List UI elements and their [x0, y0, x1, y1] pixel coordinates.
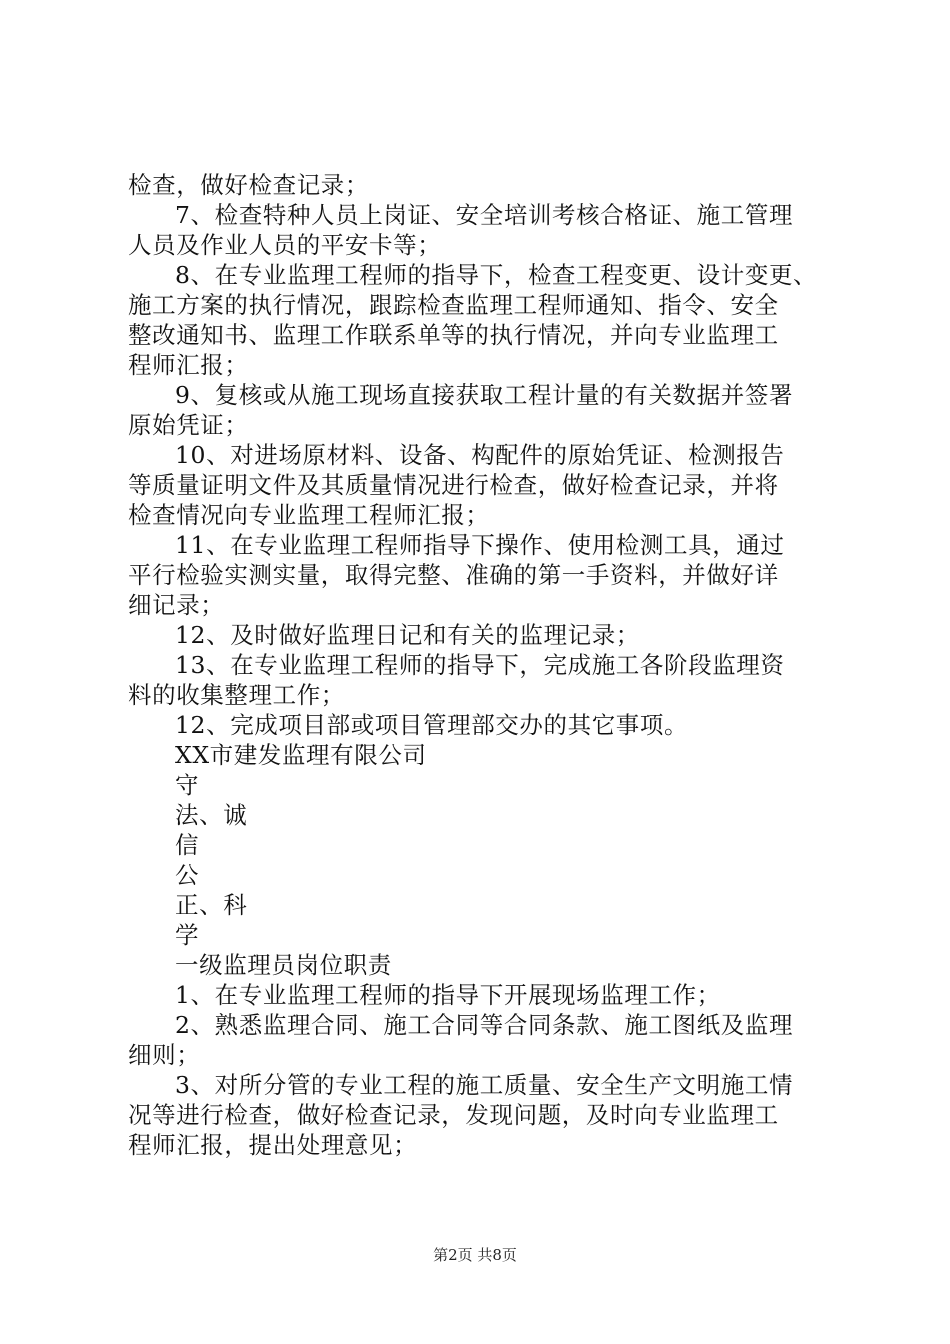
text-line: 8、在专业监理工程师的指导下，检查工程变更、设计变更、 [175, 261, 818, 289]
text-line: 守 [175, 771, 200, 799]
text-line: 料的收集整理工作； [128, 681, 345, 709]
document-body [128, 170, 840, 1160]
text-line: XX市建发监理有限公司 [175, 741, 427, 769]
text-line: 2、熟悉监理合同、施工合同等合同条款、施工图纸及监理 [175, 1011, 794, 1039]
text-line: 11、在专业监理工程师指导下操作、使用检测工具，通过 [175, 531, 785, 559]
text-line: 人员及作业人员的平安卡等； [128, 231, 442, 259]
text-line: 9、复核或从施工现场直接获取工程计量的有关数据并签署 [175, 381, 794, 409]
text-line: 12、完成项目部或项目管理部交办的其它事项。 [175, 711, 689, 739]
text-line: 一级监理员岗位职责 [175, 951, 392, 979]
text-line: 细记录； [128, 591, 225, 619]
text-line: 检查，做好检查记录； [128, 171, 369, 199]
text-line: 程师汇报，提出处理意见； [128, 1131, 418, 1159]
text-line: 平行检验实测实量，取得完整、准确的第一手资料，并做好详 [128, 561, 779, 589]
page-footer: 第2页 共8页 [433, 1246, 517, 1264]
text-line: 学 [175, 921, 200, 949]
text-line: 1、在专业监理工程师的指导下开展现场监理工作； [175, 981, 721, 1009]
text-line: 法、诚 [175, 801, 248, 829]
text-line: 况等进行检查，做好检查记录，发现问题，及时向专业监理工 [128, 1101, 779, 1129]
text-line: 3、对所分管的专业工程的施工质量、安全生产文明施工情 [175, 1071, 794, 1099]
text-line: 施工方案的执行情况，跟踪检查监理工程师通知、指令、安全 [128, 291, 779, 319]
text-line: 原始凭证； [128, 411, 249, 439]
text-line: 12、及时做好监理日记和有关的监理记录； [175, 621, 640, 649]
text-line: 10、对进场原材料、设备、构配件的原始凭证、检测报告 [175, 441, 785, 469]
text-line: 整改通知书、监理工作联系单等的执行情况，并向专业监理工 [128, 321, 779, 349]
text-line: 7、检查特种人员上岗证、安全培训考核合格证、施工管理 [175, 201, 794, 229]
text-line: 细则； [128, 1041, 201, 1069]
text-line: 检查情况向专业监理工程师汇报； [128, 501, 490, 529]
text-line: 公 [175, 861, 200, 889]
text-line: 等质量证明文件及其质量情况进行检查，做好检查记录，并将 [128, 471, 779, 499]
text-line: 程师汇报； [128, 351, 249, 379]
text-line: 信 [175, 831, 200, 859]
text-line: 13、在专业监理工程师的指导下，完成施工各阶段监理资 [175, 651, 785, 679]
text-line: 正、科 [175, 891, 248, 919]
